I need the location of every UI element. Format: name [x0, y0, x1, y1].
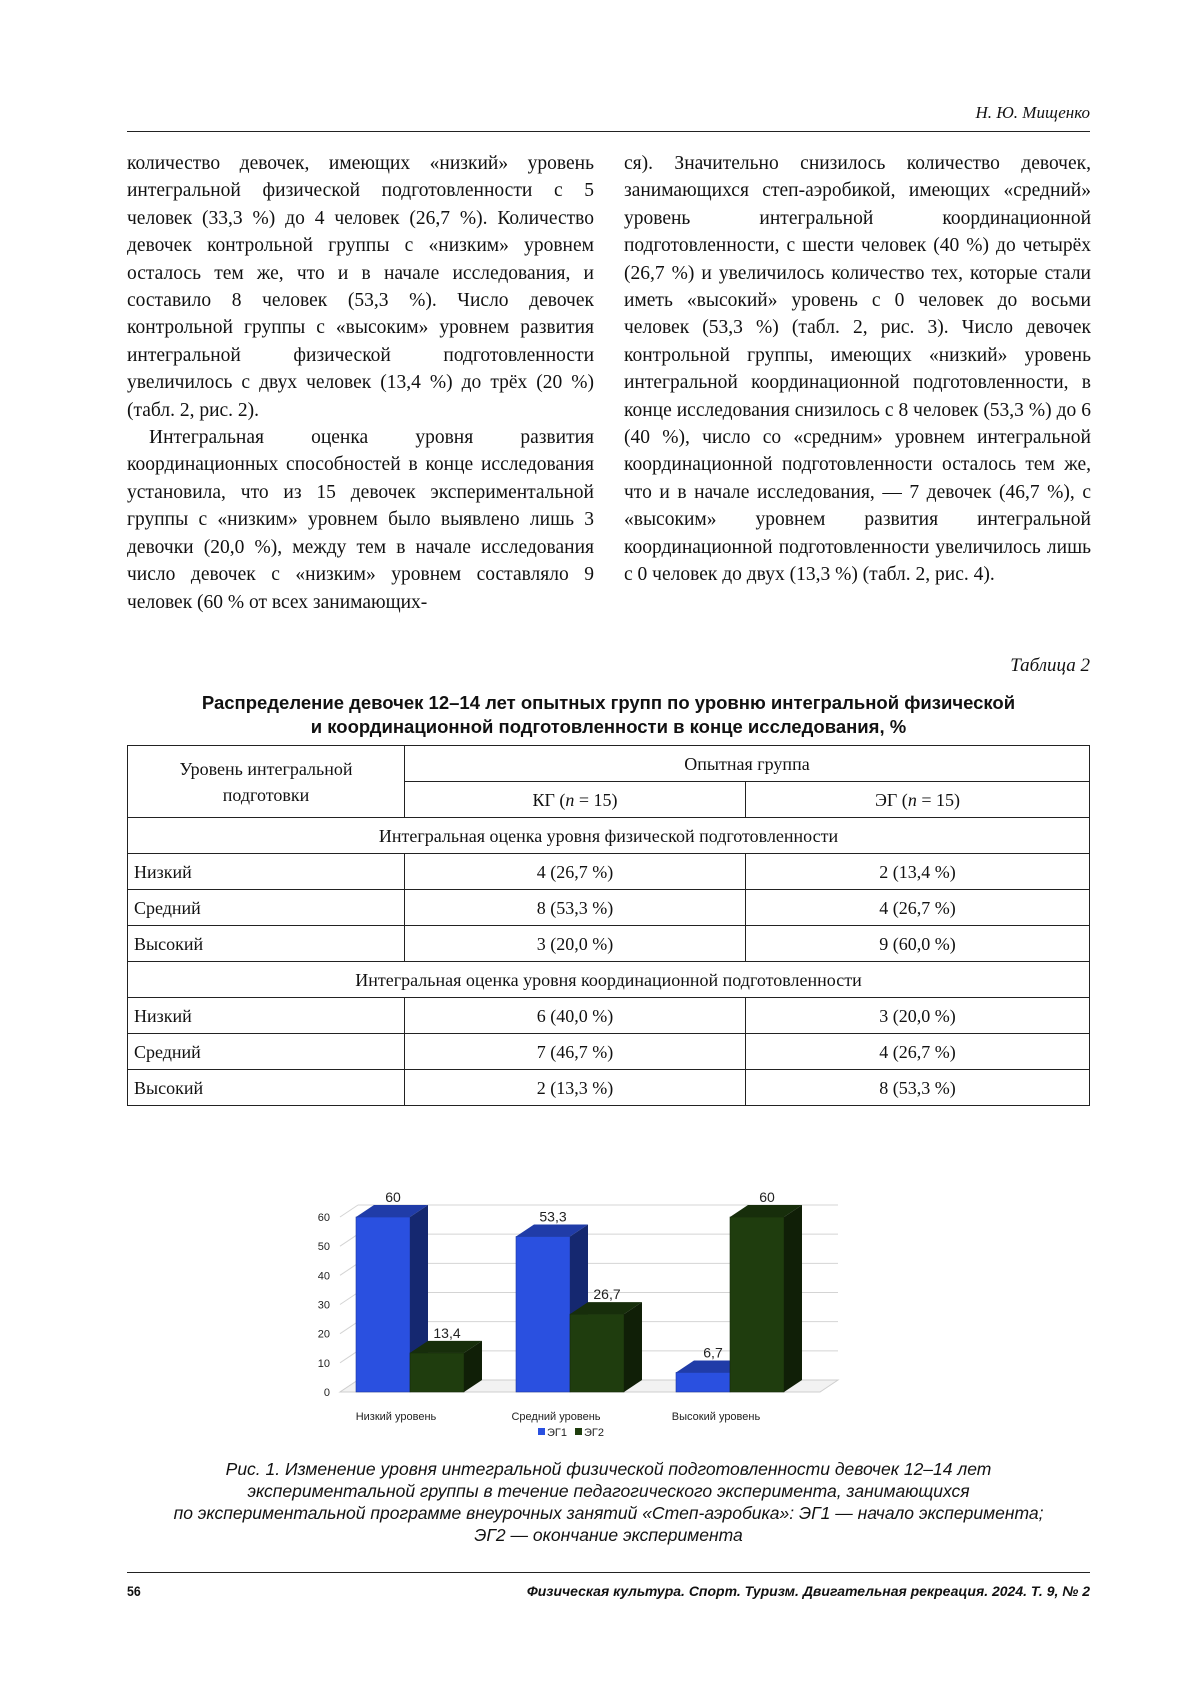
- table-row: [128, 1034, 1090, 1070]
- caption-line: ЭГ2 — окончание эксперимента: [474, 1525, 743, 1545]
- header-rule: [127, 131, 1090, 132]
- table-header-row: [128, 746, 1090, 782]
- kg-cell: 3 (20,0 %): [405, 926, 746, 962]
- bar: [410, 1353, 464, 1392]
- eg-header-text: ЭГ (: [875, 789, 908, 810]
- eg-cell: 3 (20,0 %): [746, 998, 1090, 1034]
- gridline-depth: [340, 1351, 358, 1363]
- gridline-depth: [340, 1293, 358, 1305]
- bar: [570, 1314, 624, 1392]
- footer-rule: [127, 1572, 1090, 1573]
- y-tick-label: 30: [317, 1299, 330, 1312]
- section-row: [128, 962, 1090, 998]
- n-value: = 15): [574, 789, 618, 810]
- bar: [730, 1217, 784, 1392]
- bar-side: [624, 1302, 642, 1392]
- table-title-line: Распределение девочек 12–14 лет опытных групп по уровню интегральной физической: [201, 692, 1016, 713]
- journal-title: Физическая культура. Спорт. Туризм. Двигательная рекреация. 2024. Т. 9, № 2: [526, 1583, 1090, 1599]
- group-header: Опытная группа: [405, 746, 1090, 782]
- legend-swatch: [575, 1428, 582, 1435]
- eg-cell: 4 (26,7 %): [746, 1034, 1090, 1070]
- data-label: 13,4: [433, 1324, 461, 1341]
- corner-header: [128, 746, 405, 818]
- y-tick-label: 40: [317, 1270, 330, 1283]
- data-label: 53,3: [539, 1208, 567, 1225]
- section-row: [128, 818, 1090, 854]
- corner-header-line: подготовки: [222, 784, 310, 805]
- caption-line: экспериментальной группы в течение педагогического эксперимента, занимающихся: [247, 1481, 970, 1501]
- paragraph: количество девочек, имеющих «низкий» уровень интегральной физической подготовленности с 5 человек (33,3 %) до 4 человек (26,7 %). Количество девочек контрольной группы с «низким» уровнем осталось тем же, что и в начале исследования, и составило 8 человек (53,3 %). Число девочек контрольной группы с «высоким» уровнем развития интегральной физической подготовленности увеличилось с двух человек (13,4 %) до трёх (20 %) (табл. 2, рис. 2).: [127, 153, 594, 421]
- page-number: 56: [127, 1583, 141, 1599]
- level-cell: Низкий: [128, 854, 405, 890]
- caption-line: по экспериментальной программе внеурочных занятий «Степ-аэробика»: ЭГ1 — начало эксперимента;: [173, 1503, 1044, 1523]
- eg-cell: 4 (26,7 %): [746, 890, 1090, 926]
- kg-cell: 6 (40,0 %): [405, 998, 746, 1034]
- kg-cell: 7 (46,7 %): [405, 1034, 746, 1070]
- y-tick-label: 10: [317, 1357, 330, 1370]
- bar-chart: [310, 1180, 910, 1450]
- kg-header-text: КГ (: [532, 789, 566, 810]
- y-tick-label: 0: [323, 1387, 330, 1399]
- level-cell: Высокий: [128, 1070, 405, 1106]
- table-row: [128, 1070, 1090, 1106]
- data-label: 26,7: [593, 1286, 621, 1303]
- table-row: [128, 998, 1090, 1034]
- level-cell: Средний: [128, 1034, 405, 1070]
- section-title: Интегральная оценка уровня физической подготовленности: [128, 818, 1090, 854]
- paragraph: Интегральная оценка уровня развития координационных способностей в конце исследования установила, что из 15 девочек экспериментальной группы с «низким» уровнем было выявлено лишь 3 девочки (20,0 %), между тем в начале исследования число девочек с «низким» уровнем составляло 9 человек (60 % от всех занимающих-: [127, 427, 594, 613]
- table-row: [128, 926, 1090, 962]
- x-tick-label: Средний уровень: [511, 1411, 601, 1423]
- text-column-left: [127, 150, 594, 616]
- table-row: [128, 890, 1090, 926]
- data-label: 60: [385, 1189, 401, 1205]
- eg-cell: 9 (60,0 %): [746, 926, 1090, 962]
- running-head-author: Н. Ю. Мищенко: [975, 103, 1090, 122]
- bar: [516, 1237, 570, 1392]
- gridline-depth: [340, 1263, 358, 1275]
- table-title-line: и координационной подготовленности в конце исследования, %: [310, 716, 907, 737]
- caption-line: Рис. 1. Изменение уровня интегральной физической подготовленности девочек 12–14 лет: [225, 1459, 992, 1479]
- table-title: [127, 691, 1090, 739]
- n-variable: n: [907, 789, 917, 810]
- paragraph: ся). Значительно снизилось количество девочек, занимающихся степ-аэробикой, имеющих «средний» уровень интегральной координационной подготовленности, с шести человек (40 %) до четырёх (26,7 %) и увеличилось количество тех, которые стали иметь «высокий» уровень с 0 человек до восьми человек (53,3 %) (табл. 2, рис. 3). Число девочек контрольной группы, имеющих «низкий» уровень интегральной координационной подготовленности, в конце исследования снизилось с 8 человек (53,3 %) до 6 (40 %), число со «средним» уровнем интегральной координационной подготовленности осталось тем же, что и в начале исследования, — 7 девочек (46,7 %), с «высоким» уровнем развития интегральной координационной подготовленности увеличилось лишь с 0 человек до двух (13,3 %) (табл. 2, рис. 4).: [624, 153, 1091, 586]
- bar: [676, 1372, 730, 1392]
- data-label: 60: [759, 1189, 775, 1205]
- figure-1: [310, 1180, 910, 1450]
- figure-caption: [127, 1458, 1090, 1546]
- eg-header: [746, 782, 1090, 818]
- gridline-depth: [340, 1205, 358, 1217]
- x-tick-label: Низкий уровень: [355, 1411, 437, 1423]
- kg-cell: 4 (26,7 %): [405, 854, 746, 890]
- bar-side: [784, 1205, 802, 1392]
- kg-cell: 2 (13,3 %): [405, 1070, 746, 1106]
- legend-label: ЭГ1: [547, 1427, 567, 1439]
- table-label: Таблица 2: [1010, 655, 1090, 676]
- legend-swatch: [538, 1428, 545, 1435]
- data-label: 6,7: [703, 1344, 723, 1361]
- n-variable: n: [565, 789, 575, 810]
- y-tick-label: 60: [317, 1212, 330, 1224]
- gridline-depth: [340, 1322, 358, 1334]
- kg-cell: 8 (53,3 %): [405, 890, 746, 926]
- legend-label: ЭГ2: [584, 1427, 604, 1439]
- x-tick-label: Высокий уровень: [671, 1411, 761, 1423]
- corner-header-line: Уровень интегральной: [179, 758, 353, 779]
- eg-cell: 2 (13,4 %): [746, 854, 1090, 890]
- section-title: Интегральная оценка уровня координационной подготовленности: [128, 962, 1090, 998]
- text-column-right: [624, 150, 1091, 589]
- level-cell: Высокий: [128, 926, 405, 962]
- y-tick-label: 50: [317, 1241, 330, 1254]
- eg-cell: 8 (53,3 %): [746, 1070, 1090, 1106]
- gridline-depth: [340, 1234, 358, 1246]
- kg-header: [405, 782, 746, 818]
- results-table: [127, 745, 1090, 1106]
- y-tick-label: 20: [317, 1328, 330, 1341]
- table-row: [128, 854, 1090, 890]
- bar: [356, 1217, 410, 1392]
- level-cell: Средний: [128, 890, 405, 926]
- level-cell: Низкий: [128, 998, 405, 1034]
- n-value: = 15): [916, 789, 960, 810]
